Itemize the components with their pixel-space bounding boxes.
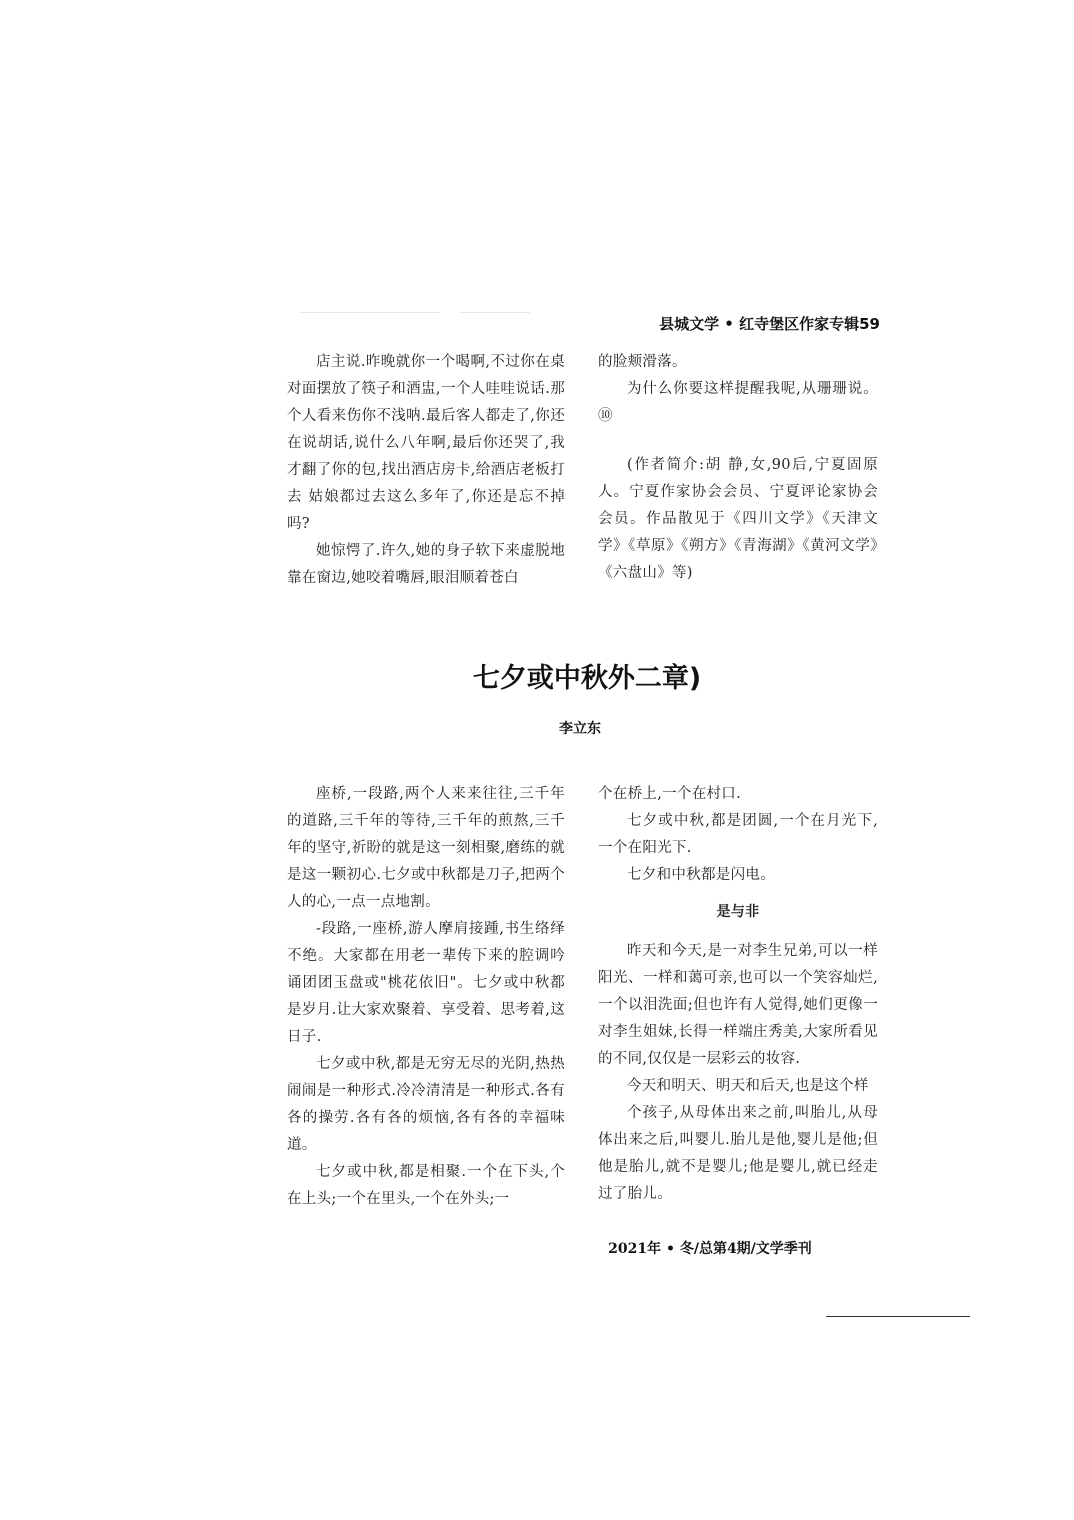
running-header: 县城文学 • 红寺堡区作家专辑59: [659, 315, 880, 333]
section-subheading: 是与非: [716, 904, 760, 920]
author-bio: (作者简介:胡 静,女,90后,宁夏固原人。宁夏作家协会会员、宁夏评论家协会会员。作品散见于《四川文学》《天津文学》《草原》《朔方》《青海湖》《黄河文学》《六盘山》等): [598, 457, 878, 581]
paragraph: 的脸颊滑落。: [598, 354, 687, 370]
paragraph: 她惊愕了.许久,她的身子软下来虚脱地靠在窗边,她咬着嘴唇,眼泪顺着苍白: [287, 543, 565, 586]
article-title: 七夕或中秋外二章): [472, 663, 702, 694]
paragraph: 昨天和今天,是一对李生兄弟,可以一样阳光、一样和蔼可亲,也可以一个笑容灿烂,一个以泪洗面;但也许有人觉得,她们更像一对李生姐妹,长得一样端庄秀美,大家所看见的不同,仅仅是一层彩云的妆容.: [598, 943, 878, 1067]
issue-footer: 2021年 • 冬/总第4期/文学季刊: [608, 1241, 812, 1257]
bottom-left-column: [287, 781, 565, 1213]
paragraph: 七夕或中秋,都是团圆,一个在月光下,一个在阳光下.: [598, 813, 878, 856]
paragraph: -段路,一座桥,游人摩肩接踵,书生络绎不绝。大家都在用老一辈传下来的腔调吟诵团团玉盘或"桃花依旧"。七夕或中秋都是岁月.让大家欢聚着、享受着、思考着,这日子.: [287, 921, 565, 1045]
paragraph: 个孩子,从母体出来之前,叫胎儿,从母体出来之后,叫婴儿.胎儿是他,婴儿是他;但他是胎儿,就不是婴儿;他是婴儿,就已经走过了胎儿。: [598, 1105, 878, 1202]
paragraph: 店主说.昨晚就你一个喝啊,不过你在桌对面摆放了筷子和酒盅,一个人哇哇说话.那个人看来伤你不浅呐.最后客人都走了,你还在说胡话,说什么八年啊,最后你还哭了,我才翻了你的包,找出酒店房卡,给酒店老板打去 姑娘都过去这么多年了,你还是忘不掉吗?: [287, 354, 565, 532]
paragraph: 今天和明天、明天和后天,也是这个样: [627, 1078, 869, 1094]
paragraph: 七夕或中秋,都是无穷无尽的光阴,热热闹闹是一种形式.冷冷清清是一种形式.各有各的操劳.各有各的烦恼,各有各的幸福味道。: [287, 1056, 565, 1153]
top-left-column: [287, 349, 565, 592]
paragraph: 七夕或中秋,都是相聚.一个在下头,个在上头;一个在里头,一个在外头;一: [287, 1164, 565, 1207]
paragraph: 个在桥上,一个在村口.: [598, 786, 742, 802]
top-right-column: [598, 349, 878, 587]
paragraph: 七夕和中秋都是闪电。: [627, 867, 775, 883]
paragraph: 为什么你要这样提醒我呢,从珊珊说。⑩: [598, 381, 878, 424]
bottom-right-column: [598, 781, 878, 1208]
footer-rule: [826, 1316, 970, 1317]
article-author: 李立东: [559, 721, 601, 737]
paragraph: 座桥,一段路,两个人来来往往,三千年的道路,三千年的等待,三千年的煎熬,三千年的坚守,祈盼的就是这一刻相聚,磨练的就是这一颗初心.七夕或中秋都是刀子,把两个人的心,一点一点地割。: [287, 786, 565, 910]
